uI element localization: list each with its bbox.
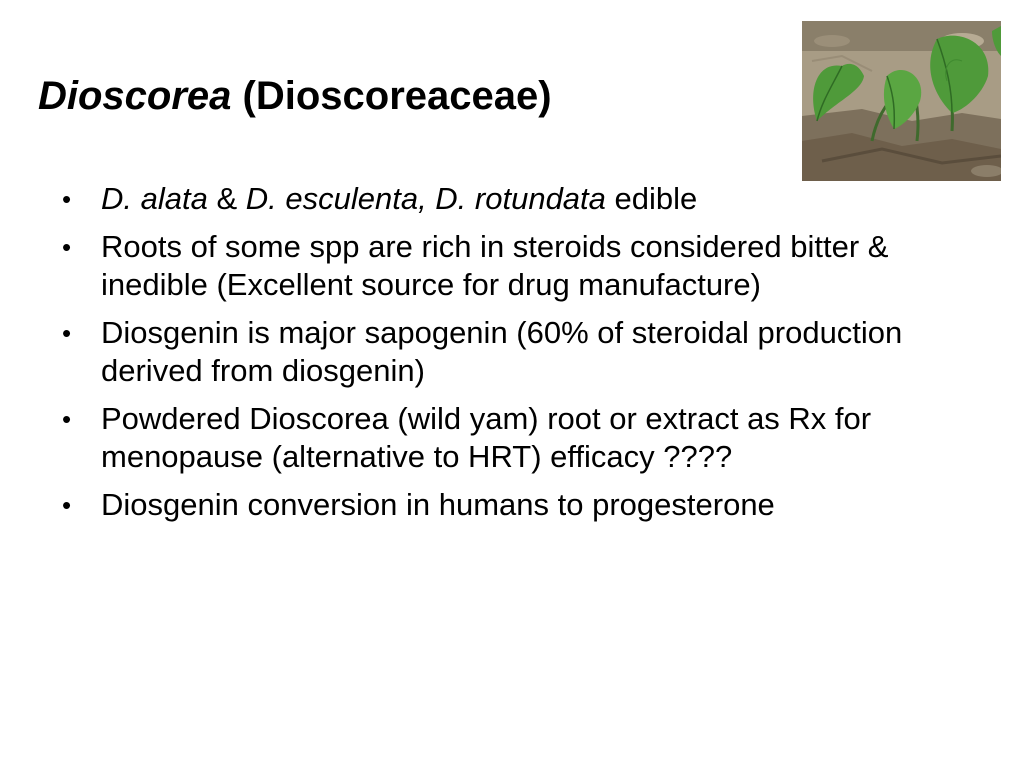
bullet-dot: • [62,184,72,214]
bullet-item-diosgenin-sapogenin [62,314,982,390]
bullet-text: Roots of some spp are rich in steroids considered bitter & inedible (Excellent source for drug manufacture) [101,229,889,302]
bullet-item-menopause [62,400,982,476]
title-genus: Dioscorea [38,74,232,118]
bullet-text: Diosgenin conversion in humans to progesterone [101,487,775,522]
species-esculenta-rotundata: D. esculenta, D. rotundata [245,181,606,216]
species-alata: D. alata [101,181,208,216]
bullet-text: Powdered Dioscorea (wild yam) root or extract as Rx for menopause (alternative to HRT) efficacy ???? [101,401,872,474]
bullet-dot: • [62,232,72,262]
ampersand: & [207,181,246,216]
bullet-list [62,180,982,534]
bullet-dot: • [62,318,72,348]
bullet-item-steroids [62,228,982,304]
bullet-text: Diosgenin is major sapogenin (60% of steroidal production derived from diosgenin) [101,315,903,388]
edible-label: edible [605,181,698,216]
dioscorea-plant-photo [802,21,1001,181]
bullet-item-edible-species [62,180,982,218]
slide-title [38,70,552,122]
bullet-dot: • [62,490,72,520]
title-family: (Dioscoreaceae) [242,74,552,118]
bullet-dot: • [62,404,72,434]
bullet-item-progesterone [62,486,982,524]
